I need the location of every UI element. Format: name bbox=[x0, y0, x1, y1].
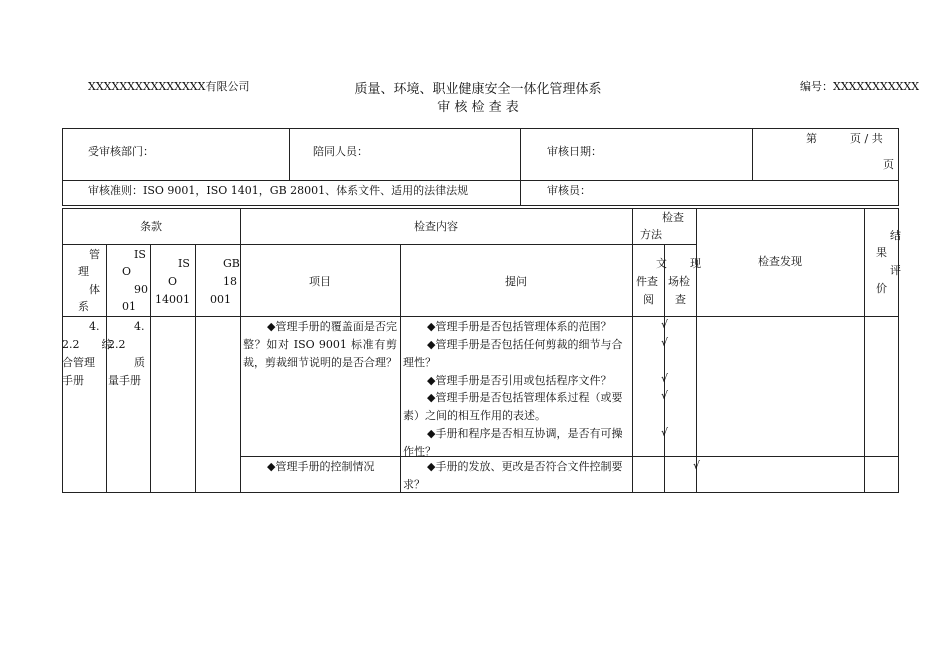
finding-header: 检查发现 bbox=[758, 255, 802, 268]
result-header-4: 价 bbox=[876, 282, 887, 295]
iso9001-header-1: IS bbox=[134, 248, 146, 261]
content-header: 检查内容 bbox=[414, 220, 458, 233]
question-4: ◆管理手册是否包括管理体系过程（或要素）之间的相互作用的表述。 bbox=[403, 391, 623, 422]
check-mark: √ bbox=[661, 389, 669, 402]
check-mark: √ bbox=[661, 336, 669, 349]
question-2: ◆管理手册是否包括任何剪裁的细节与合理性？ bbox=[403, 338, 623, 369]
clause-iso-line-4: 量手册 bbox=[108, 374, 141, 387]
check-mark: √ bbox=[693, 459, 701, 472]
gb-header-2: 18 bbox=[223, 275, 237, 288]
page-count-suffix: 页 bbox=[883, 158, 894, 171]
audit-criteria: 审核准则：ISO 9001，ISO 1401，GB 28001、体系文件、适用的法律法规 bbox=[88, 184, 469, 197]
companion-label: 陪同人员： bbox=[313, 145, 368, 158]
question-6: ◆手册的发放、更改是否符合文件控制要求？ bbox=[403, 460, 623, 491]
document-number: 编号：XXXXXXXXXXX bbox=[800, 80, 920, 93]
iso14001-header-2: O bbox=[168, 275, 178, 288]
mgmt-header-2: 理 bbox=[78, 265, 89, 278]
audit-date-label: 审核日期： bbox=[547, 145, 602, 158]
clause-iso-line-2: 2.2 bbox=[108, 338, 126, 351]
document-subtitle: 审 核 检 查 表 bbox=[437, 100, 519, 115]
check-mark: √ bbox=[661, 318, 669, 331]
page-count-label: 第 页 / 共 bbox=[806, 132, 883, 145]
company-name: XXXXXXXXXXXXXXX有限公司 bbox=[88, 80, 250, 93]
question-5: ◆手册和程序是否相互协调，是否有可操作性？ bbox=[403, 427, 623, 458]
clause-mgmt-line-3: 合管理 bbox=[62, 356, 95, 369]
item-header: 项目 bbox=[309, 275, 331, 288]
mgmt-header-3: 体 bbox=[89, 283, 100, 296]
iso14001-header-1: IS bbox=[178, 257, 190, 270]
check-mark: √ bbox=[661, 426, 669, 439]
result-header-2: 果 bbox=[876, 246, 887, 259]
gb-header-3: 001 bbox=[210, 293, 231, 306]
site-header-3: 查 bbox=[675, 293, 686, 306]
doc-header-2: 件查 bbox=[636, 275, 658, 288]
doc-header-1: 文 bbox=[656, 257, 667, 270]
clause-header: 条款 bbox=[140, 220, 162, 233]
doc-header-3: 阅 bbox=[643, 293, 654, 306]
result-header-3: 评 bbox=[890, 264, 901, 277]
question-1: ◆管理手册是否包括管理体系的范围？ bbox=[427, 320, 612, 333]
audited-dept-label: 受审核部门： bbox=[88, 145, 154, 158]
document-title: 质量、环境、职业健康安全一体化管理体系 bbox=[354, 82, 602, 97]
mgmt-header-4: 系 bbox=[78, 300, 89, 313]
site-header-2: 场检 bbox=[668, 275, 690, 288]
clause-mgmt-line-4: 手册 bbox=[62, 374, 84, 387]
result-header-1: 结 bbox=[890, 229, 901, 242]
clause-mgmt-line-1: 4. bbox=[89, 320, 100, 333]
site-header-1: 现 bbox=[690, 257, 701, 270]
clause-iso-line-3: 质 bbox=[134, 356, 145, 369]
question-3: ◆管理手册是否引用或包括程序文件？ bbox=[427, 374, 612, 387]
auditor-label: 审核员： bbox=[547, 184, 591, 197]
iso14001-header-3: 14001 bbox=[155, 293, 190, 306]
inspection-item-1: ◆管理手册的覆盖面是否完整？如对 ISO 9001 标准有剪裁，剪裁细节说明的是否合理？ bbox=[243, 320, 397, 369]
inspection-item-2: ◆管理手册的控制情况 bbox=[267, 460, 375, 473]
method-header-1: 检查 bbox=[662, 211, 684, 224]
iso9001-header-2: O bbox=[122, 265, 132, 278]
clause-iso-line-1: 4. bbox=[134, 320, 145, 333]
method-header-2: 方法 bbox=[640, 228, 662, 241]
gb-header-1: GB bbox=[223, 257, 240, 270]
iso9001-header-4: 01 bbox=[122, 300, 136, 313]
check-mark: √ bbox=[661, 372, 669, 385]
mgmt-header-1: 管 bbox=[89, 248, 100, 261]
clause-mgmt-line-2: 2.2 综 bbox=[62, 338, 113, 351]
iso9001-header-3: 90 bbox=[134, 283, 148, 296]
question-header: 提问 bbox=[505, 275, 527, 288]
